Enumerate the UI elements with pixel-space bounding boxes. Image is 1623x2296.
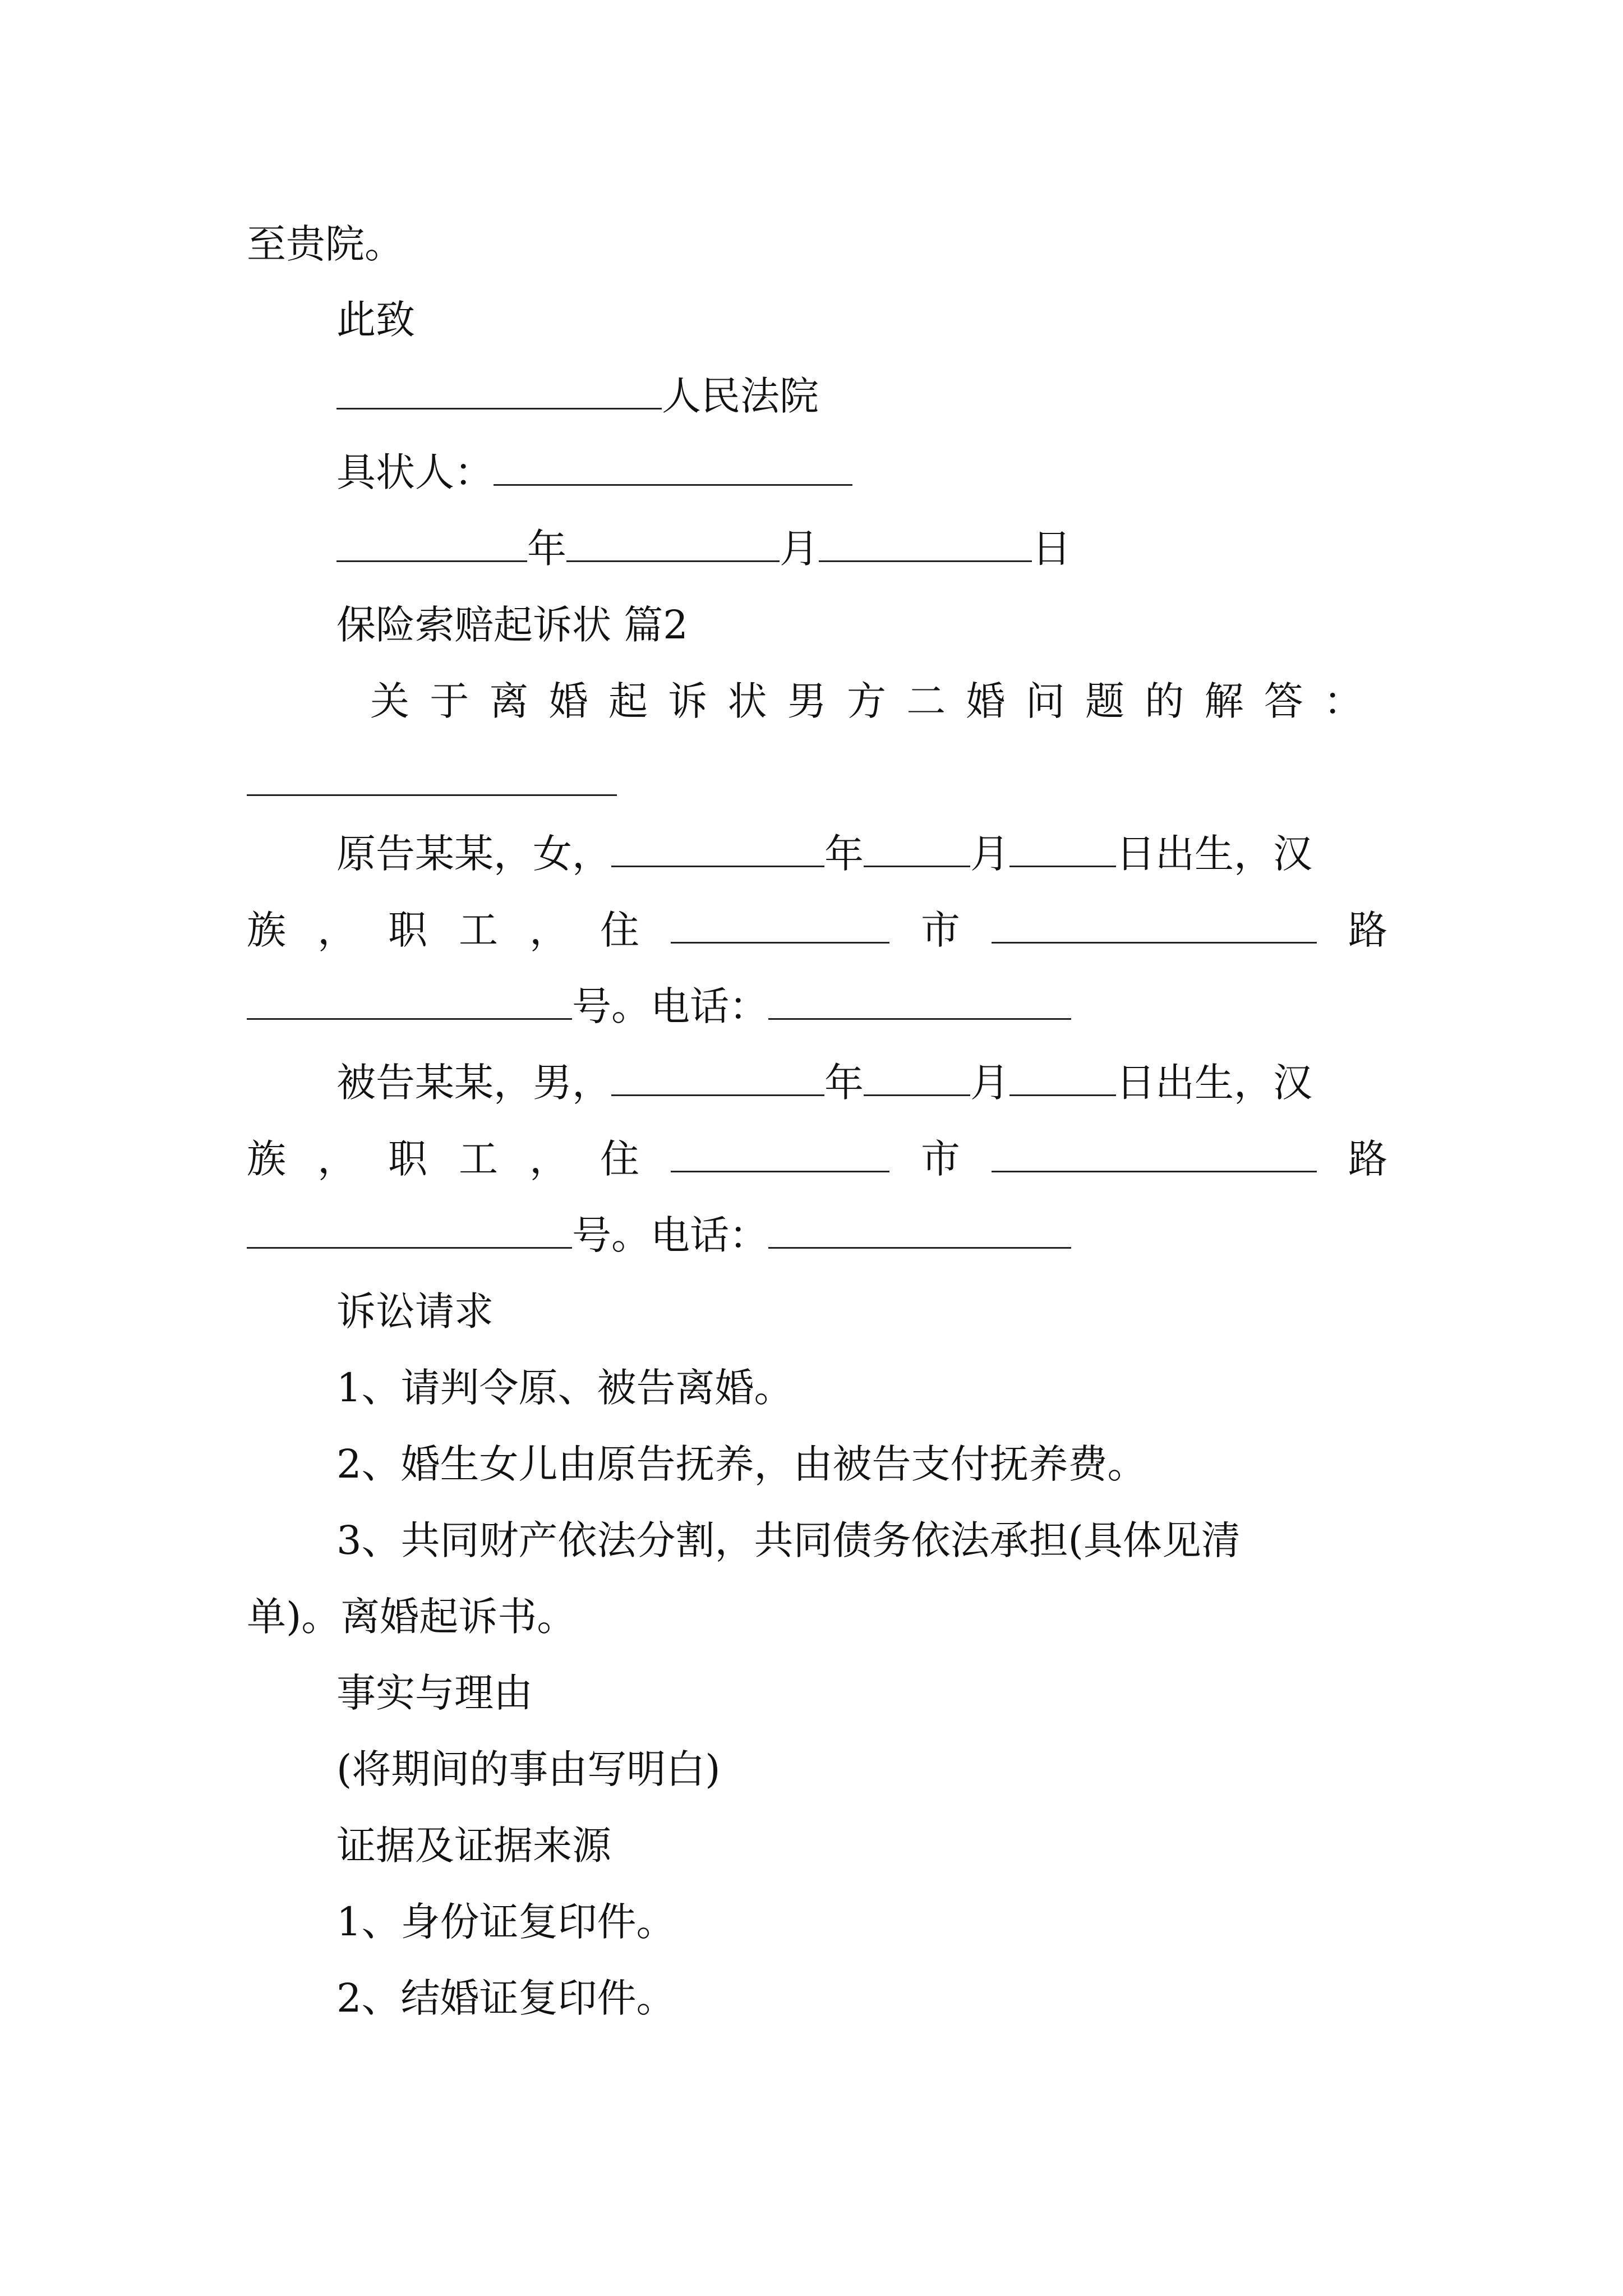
claim-item: 3、共同财产依法分割，共同债务依法承担(具体见清 bbox=[336, 1517, 1241, 1563]
claims-heading: 诉讼请求 bbox=[336, 1289, 494, 1335]
claim-item: 1、请判令原、被告离婚。 bbox=[336, 1365, 794, 1411]
defendant-line-3: 号。电话： bbox=[247, 1207, 1071, 1263]
claim-item-continued: 单)。离婚起诉书。 bbox=[247, 1594, 577, 1640]
evidence-item: 1、身份证复印件。 bbox=[336, 1899, 676, 1945]
defendant-line-2: 族 ， 职 工 ， 住 市 路 bbox=[247, 1131, 1387, 1187]
text-line: 至贵院。 bbox=[247, 221, 404, 267]
intro-answer-line bbox=[247, 749, 617, 811]
defendant-year-blank[interactable] bbox=[611, 1057, 824, 1096]
defendant-month-blank[interactable] bbox=[864, 1057, 970, 1096]
court-name-blank[interactable] bbox=[336, 371, 662, 409]
section-title: 保险索赔起诉状 篇2 bbox=[336, 602, 688, 648]
defendant-city-blank[interactable] bbox=[671, 1134, 889, 1172]
evidence-heading: 证据及证据来源 bbox=[336, 1823, 611, 1869]
salutation: 此致 bbox=[336, 297, 415, 343]
intro-line: 关 于 离 婚 起 诉 状 男 方 二 婚 问 题 的 解 答 ： bbox=[370, 678, 1363, 724]
facts-heading: 事实与理由 bbox=[336, 1670, 533, 1716]
year-blank[interactable] bbox=[336, 523, 527, 562]
defendant-road-blank[interactable] bbox=[992, 1134, 1317, 1172]
signer-line: 具状人： bbox=[336, 444, 852, 500]
month-blank[interactable] bbox=[566, 523, 780, 562]
claim-item: 2、婚生女儿由原告抚养，由被告支付抚养费。 bbox=[336, 1441, 1147, 1487]
plaintiff-city-blank[interactable] bbox=[671, 905, 889, 944]
plaintiff-year-blank[interactable] bbox=[611, 829, 824, 867]
plaintiff-number-blank[interactable] bbox=[247, 981, 572, 1020]
date-line: 年 月 日 bbox=[336, 521, 1071, 577]
defendant-number-blank[interactable] bbox=[247, 1210, 572, 1249]
court-line: 人民法院 bbox=[336, 368, 819, 424]
signer-blank[interactable] bbox=[494, 447, 852, 486]
plaintiff-line-3: 号。电话： bbox=[247, 978, 1071, 1034]
day-blank[interactable] bbox=[819, 523, 1032, 562]
evidence-item: 2、结婚证复印件。 bbox=[336, 1975, 676, 2021]
intro-answer-blank[interactable] bbox=[247, 749, 617, 796]
defendant-day-blank[interactable] bbox=[1009, 1057, 1116, 1096]
defendant-phone-blank[interactable] bbox=[768, 1210, 1071, 1249]
plaintiff-day-blank[interactable] bbox=[1009, 829, 1116, 867]
plaintiff-line-2: 族 ， 职 工 ， 住 市 路 bbox=[247, 902, 1387, 958]
facts-note: (将期间的事由写明白) bbox=[336, 1746, 721, 1792]
plaintiff-line-1: 原告某某，女， 年 月 日出生，汉 bbox=[336, 826, 1312, 882]
plaintiff-phone-blank[interactable] bbox=[768, 981, 1071, 1020]
defendant-line-1: 被告某某，男， 年 月 日出生，汉 bbox=[336, 1055, 1312, 1111]
plaintiff-road-blank[interactable] bbox=[992, 905, 1317, 944]
plaintiff-month-blank[interactable] bbox=[864, 829, 970, 867]
